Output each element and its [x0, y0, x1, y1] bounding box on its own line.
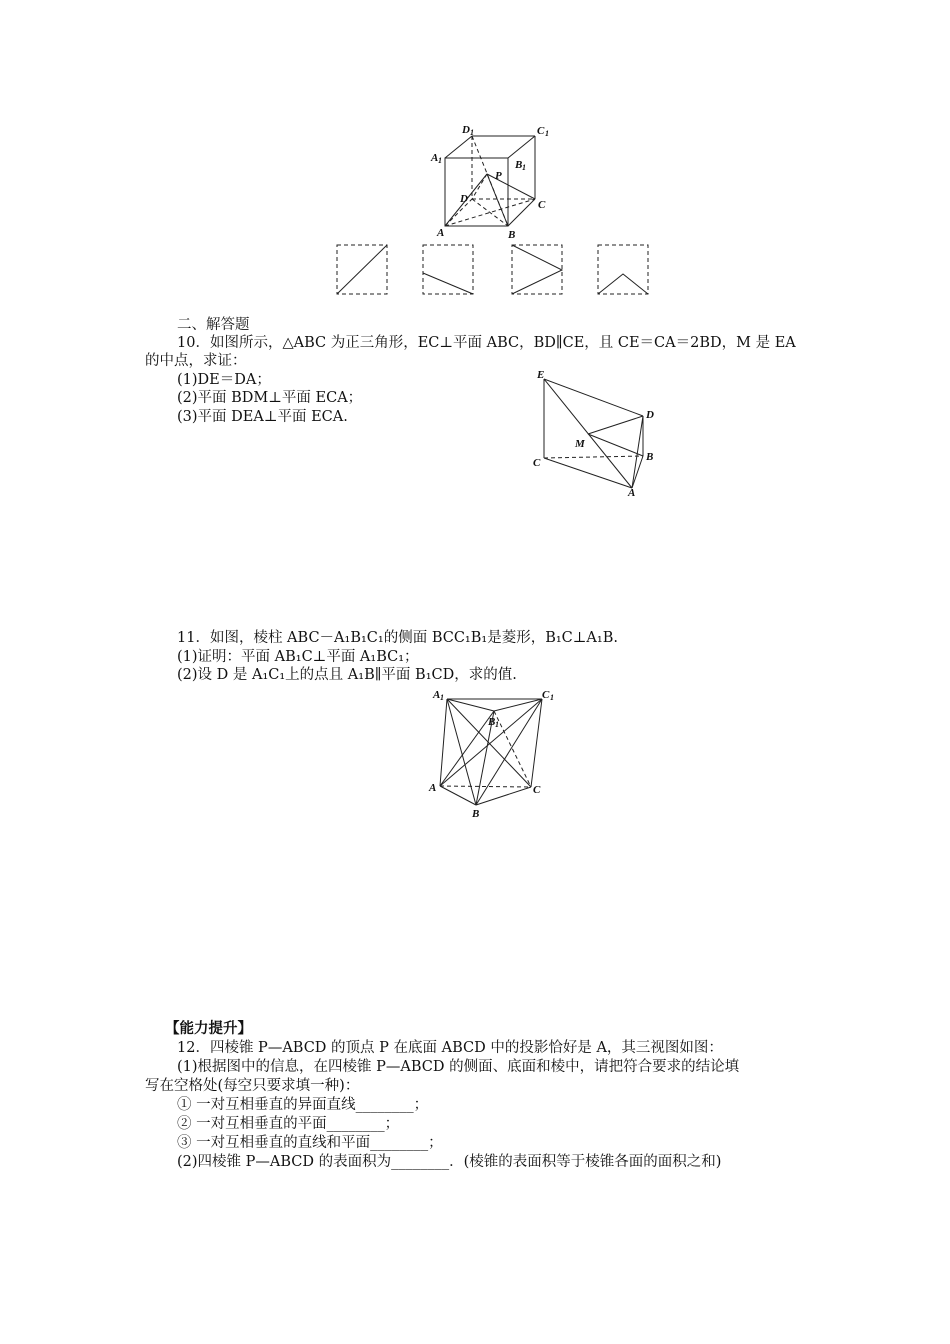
section-title: 二、解答题 [177, 317, 250, 333]
label-C: C [533, 784, 541, 796]
cube-figure [425, 122, 560, 242]
q11-line1: 11．如图，棱柱 ABC－A₁B₁C₁的侧面 BCC₁B₁是菱形，B₁C⊥A₁B. [177, 630, 618, 646]
label-C: C [538, 199, 546, 211]
q10-part2: (2)平面 BDM⊥平面 ECA； [177, 390, 363, 406]
label-A: A [628, 487, 636, 499]
q10-line1: 10．如图所示，△ABC 为正三角形，EC⊥平面 ABC，BD∥CE，且 CE＝CA＝2BD，M 是 EA [177, 335, 796, 351]
label-M: M [575, 438, 585, 450]
q12-option2: ② 一对互相垂直的平面________； [177, 1116, 400, 1132]
label-B1: B [515, 159, 523, 171]
svg-text:1: 1 [550, 693, 554, 702]
q11-figure [428, 685, 563, 820]
view-4 [598, 245, 648, 294]
label-C: C [533, 457, 541, 469]
label-E: E [537, 369, 545, 381]
view-1 [337, 245, 387, 294]
views-figure [330, 240, 660, 320]
q12-line1: 12．四棱锥 P—ABCD 的顶点 P 在底面 ABCD 中的投影恰好是 A，其三视图如图： [177, 1040, 723, 1056]
view-3 [512, 245, 562, 294]
label-A: A [437, 227, 445, 239]
q11-part2: (2)设 D 是 A₁C₁上的点且 A₁B∥平面 B₁CD，求的值. [177, 667, 517, 683]
svg-text:1: 1 [495, 720, 499, 729]
q12-part2: (2)四棱锥 P—ABCD 的表面积为________．(棱锥的表面积等于棱锥各面的面积之和) [177, 1154, 722, 1170]
label-C1: C [537, 125, 545, 137]
svg-text:1: 1 [440, 693, 444, 702]
view-2 [423, 245, 473, 294]
label-A: A [429, 782, 437, 794]
q10-part3: (3)平面 DEA⊥平面 ECA. [177, 409, 348, 425]
q12-option1: ① 一对互相垂直的异面直线________； [177, 1097, 429, 1113]
label-B: B [472, 808, 480, 820]
label-A1: A [433, 689, 441, 701]
label-B: B [508, 229, 516, 241]
ability-title: 【能力提升】 [165, 1020, 252, 1037]
label-D1: D [462, 124, 470, 136]
svg-text:1: 1 [522, 163, 526, 172]
svg-text:1: 1 [438, 156, 442, 165]
svg-text:1: 1 [470, 128, 474, 137]
q10-part1: (1)DE＝DA； [177, 372, 271, 388]
label-P: P [495, 170, 502, 182]
q12-line3: 写在空格处(每空只要求填一种)： [145, 1078, 360, 1094]
label-D: D [646, 409, 654, 421]
q10-line2: 的中点，求证： [145, 353, 247, 369]
label-B: B [646, 451, 654, 463]
label-D: D [460, 193, 468, 205]
label-C1: C [542, 689, 550, 701]
q12-line2: (1)根据图中的信息，在四棱锥 P—ABCD 的侧面、底面和棱中，请把符合要求的结论填 [177, 1059, 740, 1075]
svg-text:1: 1 [545, 129, 549, 138]
q11-part1: (1)证明：平面 AB₁C⊥平面 A₁BC₁； [177, 649, 419, 665]
q12-option3: ③ 一对互相垂直的直线和平面________； [177, 1135, 443, 1151]
q10-figure [530, 368, 665, 500]
label-A1: A [431, 152, 439, 164]
label-B1: B [488, 716, 496, 728]
